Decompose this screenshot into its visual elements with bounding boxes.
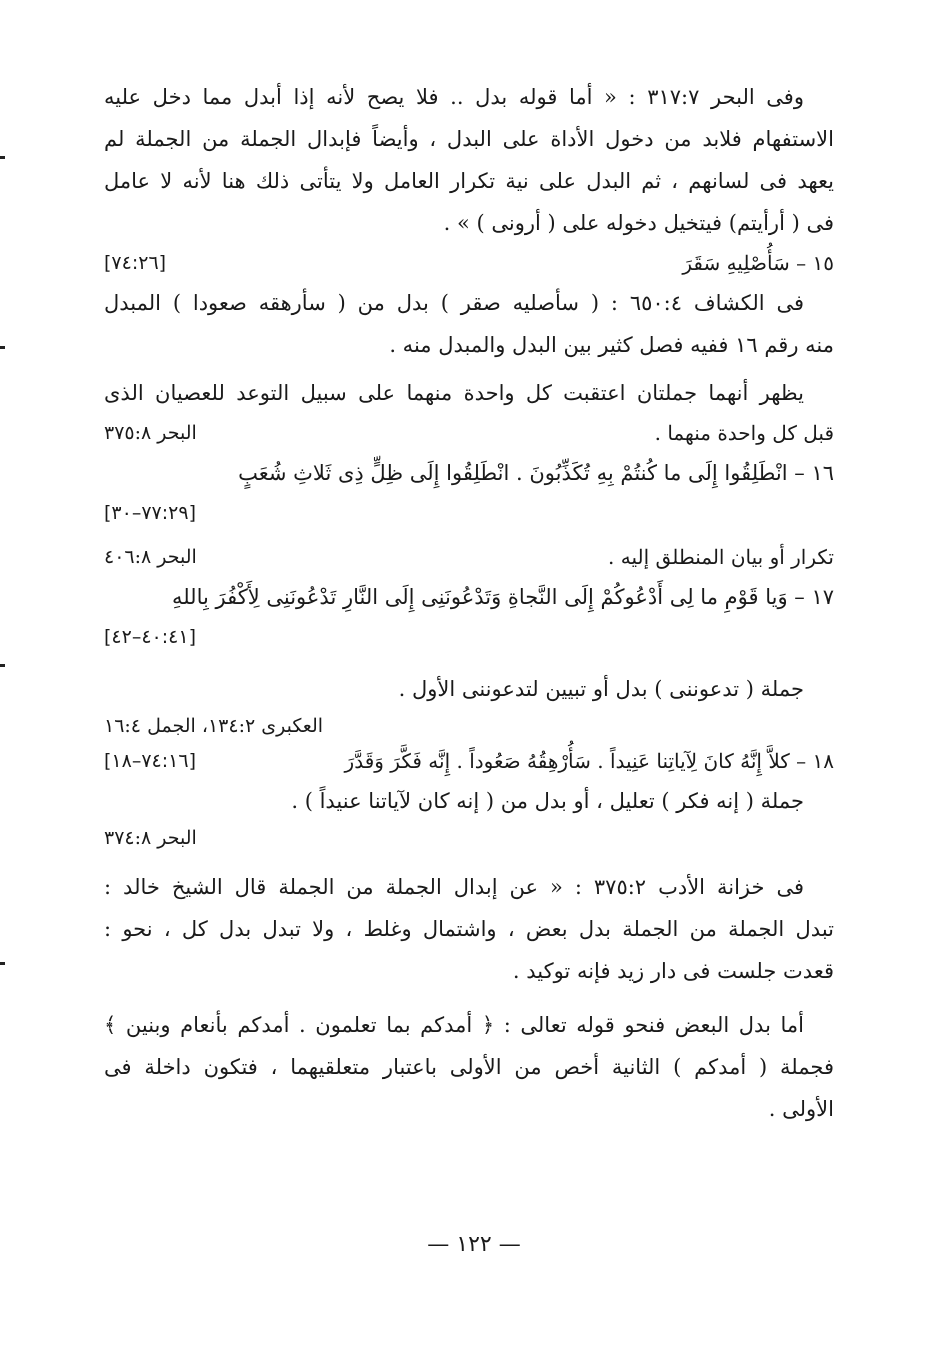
source-citation: العكبرى ١٣٤:٢، الجمل ١٦:٤ (104, 715, 324, 737)
verse-reference: [٤٠:٤١–٤٢] (104, 626, 196, 648)
verse-text: ١٨ – كلاَّ إِنَّهُ كانَ لِآياتِنا عَنِيداً . سَأُرْهِقُهُ صَعُوداً . إِنَّه فَكَّرَ وَقَدَّرَ (344, 749, 834, 773)
scan-edge-mark (0, 962, 5, 965)
scan-edge-mark (0, 664, 5, 667)
paragraph-line: منه رقم ١٦ ففيه فصل كثير بين البدل والمبدل منه . (389, 333, 834, 357)
paragraph-line: يعهد فى لسانهم ، ثم البدل على نية تكرار العامل ولا يتأتى ذلك هنا لأنه لا عامل (104, 169, 834, 193)
scan-edge-mark (0, 346, 5, 349)
source-citation: البحر ٣٧٤:٨ (104, 827, 197, 849)
verse-line (104, 742, 834, 780)
paragraph-line: فى الكشاف ٦٥٠:٤ : ( سأصليه صقر ) بدل من ( سأرهقه صعودا ) المبدل (104, 291, 804, 315)
paragraph-line: يظهر أنهما جملتان اعتقبت كل واحدة منهما على سبيل التوعد للعصيان الذى (104, 381, 804, 405)
verse-line: ١٦ – انْطَلِقُوا إِلَى ما كُنتُمْ بِهِ تُكَذِّبُونَ . انْطَلِقُوا إِلَى ظِلٍّ ذِى ثَلاثِ شُعَبٍ (238, 461, 834, 485)
paragraph-line: قعدت جلست فى دار زيد فإنه توكيد . (512, 959, 834, 983)
paragraph-line: فجملة ( أمدكم ) الثانية أخص من الأولى باعتبار متعلقيهما ، فتكون داخلة فى (104, 1055, 834, 1079)
verse-text: ١٥ – سَأُصْلِيهِ سَقَرَ (682, 251, 834, 275)
paragraph-line: فى خزانة الأدب ٣٧٥:٢ : « عن إبدال الجملة من الجملة قال الشيخ خالد : (104, 875, 804, 899)
document-page (104, 76, 834, 1130)
paragraph-line: فى ( أرأيتم) فيتخيل دخوله على ( أرونى ) » . (443, 211, 834, 235)
paragraph-line: الاستفهام فلابد من دخول الأداة على البدل ، وأيضاً فإبدال الجملة من الجملة لم (104, 127, 834, 151)
source-citation: البحر ٣٧٥:٨ (104, 422, 197, 444)
source-line (104, 822, 834, 854)
verse-reference-line (104, 494, 834, 532)
paragraph-line: وفى البحر ٣١٧:٧ : « أما قوله بدل .. فلا يصح لأنه إذا أبدل مما دخل عليه (104, 85, 804, 109)
verse-line: ١٧ – وَيا قَوْمِ ما لِى أَدْعُوكُمْ إِلَى النَّجاةِ وَتَدْعُونَنِى إِلَى النَّارِ تَدْعُونَنِى لِأَكْفُرَ بِاللهِ (171, 585, 834, 609)
paragraph-line: الأولى . (768, 1097, 834, 1121)
paragraph-line: أما بدل البعض فنحو قوله تعالى : ﴿ أمدكم بما تعلمون . أمدكم بأنعام وبنين ﴾ (104, 1013, 804, 1037)
paragraph-line: تبدل الجملة من الجملة بدل بعض ، واشتمال وغلط ، ولا تبدل بدل كل ، نحو : (104, 917, 834, 941)
paragraph-line-with-source (104, 538, 834, 576)
verse-reference-line (104, 618, 834, 656)
source-line (104, 710, 834, 742)
paragraph-text: تكرار أو بيان المنطلق إليه . (608, 545, 834, 569)
paragraph-line-with-source (104, 414, 834, 452)
scan-edge-mark (0, 156, 5, 159)
paragraph-line: جملة ( إنه فكر ) تعليل ، أو بدل من ( إنه كان لآياتنا عنيداً ) . (291, 789, 804, 813)
paragraph-line: جملة ( تدعوننى ) بدل أو تبيين لتدعوننى الأول . (398, 677, 804, 701)
verse-reference: [٧٤:٢٦] (104, 252, 167, 274)
verse-reference: [٧٧:٢٩–٣٠] (104, 502, 196, 524)
page-number: — ١٢٢ — (427, 1232, 521, 1257)
verse-reference: [٧٤:١٦–١٨] (104, 750, 196, 772)
source-citation: البحر ٤٠٦:٨ (104, 546, 197, 568)
paragraph-text: قبل كل واحدة منهما . (654, 421, 834, 445)
verse-line (104, 244, 834, 282)
